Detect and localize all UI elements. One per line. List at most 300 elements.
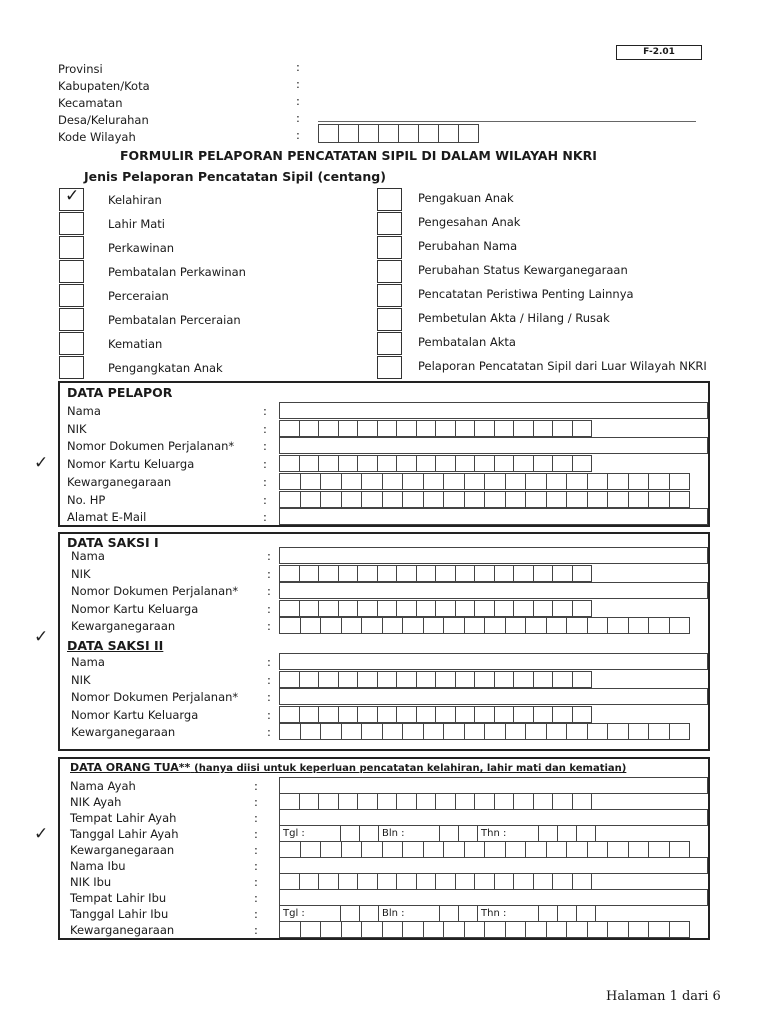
pelapor-nik-input-cell[interactable] (435, 420, 456, 437)
saksi1-nik-input-cell[interactable] (318, 565, 339, 582)
orangtua-kewarganegaraan-input-cell[interactable] (402, 921, 424, 938)
pelapor-nik-input-cell[interactable] (494, 420, 515, 437)
pelapor-kewarganegaraan-input-cell[interactable] (464, 473, 486, 490)
orangtua-nik-input[interactable] (279, 793, 591, 810)
saksi2-kewarganegaraan-input-cell[interactable] (423, 723, 445, 740)
checkbox-perubahan-nama[interactable] (377, 236, 402, 259)
checkbox-pembatalan-perkawinan[interactable] (59, 260, 84, 283)
pelapor-kewarganegaraan-input-cell[interactable] (300, 473, 322, 490)
saksi1-nik-input-cell[interactable] (513, 565, 534, 582)
saksi2-nik-input-cell[interactable] (338, 671, 359, 688)
pelapor-nik-input-cell[interactable] (494, 455, 515, 472)
checkbox-pengakuan-anak[interactable] (377, 188, 402, 211)
saksi1-nik-input-cell[interactable] (494, 600, 515, 617)
date-cell[interactable] (458, 905, 478, 922)
orangtua-kewarganegaraan-input-cell[interactable] (402, 841, 424, 858)
saksi2-kewarganegaraan-input-cell[interactable] (628, 723, 650, 740)
pelapor-kewarganegaraan-input-cell[interactable] (484, 473, 506, 490)
pelapor-kewarganegaraan-input-cell[interactable] (279, 473, 301, 490)
date-cell[interactable] (557, 825, 577, 842)
saksi2-nik-input-cell[interactable] (513, 671, 534, 688)
saksi1-kewarganegaraan-input-cell[interactable] (669, 617, 691, 634)
saksi1-nik-input-cell[interactable] (455, 600, 476, 617)
checkbox-pembatalan-perceraian[interactable] (59, 308, 84, 331)
saksi1-kewarganegaraan-input-cell[interactable] (546, 617, 568, 634)
pelapor-nik-input-cell[interactable] (533, 420, 554, 437)
saksi1-nik-input-cell[interactable] (494, 565, 515, 582)
orangtua-field-input[interactable] (279, 857, 708, 874)
checkbox-pembetulan-akta-hilang-rusak[interactable] (377, 308, 402, 331)
saksi2-nik-input-cell[interactable] (357, 671, 378, 688)
kode-wilayah-input[interactable] (318, 124, 478, 143)
saksi2-kewarganegaraan-input-cell[interactable] (320, 723, 342, 740)
pelapor-nik-input-cell[interactable] (533, 455, 554, 472)
checkbox-pengangkatan-anak[interactable] (59, 356, 84, 379)
pelapor-kewarganegaraan-input-cell[interactable] (587, 473, 609, 490)
saksi2-nik-input-cell[interactable] (494, 706, 515, 723)
saksi2-nik-input-cell[interactable] (435, 671, 456, 688)
checkbox-perceraian[interactable] (59, 284, 84, 307)
pelapor-nik-input-cell[interactable] (299, 455, 320, 472)
saksi1-nik-input-cell[interactable] (416, 565, 437, 582)
saksi1-field-input[interactable] (279, 547, 708, 564)
saksi1-nik-input-cell[interactable] (357, 565, 378, 582)
pelapor-hp-input-cell[interactable] (566, 491, 588, 508)
saksi1-nik-input-cell[interactable] (533, 600, 554, 617)
saksi2-kewarganegaraan-input-cell[interactable] (402, 723, 424, 740)
pelapor-nik-input-cell[interactable] (299, 420, 320, 437)
saksi1-kewarganegaraan-input-cell[interactable] (484, 617, 506, 634)
orangtua-kewarganegaraan-input-cell[interactable] (648, 841, 670, 858)
orangtua-kewarganegaraan-input-cell[interactable] (669, 841, 691, 858)
saksi1-nik-input-cell[interactable] (552, 600, 573, 617)
pelapor-nik-input-cell[interactable] (357, 455, 378, 472)
saksi2-nik-input-cell[interactable] (474, 671, 495, 688)
pelapor-kewarganegaraan-input-cell[interactable] (607, 473, 629, 490)
saksi2-nik-input-cell[interactable] (533, 706, 554, 723)
pelapor-hp-input-cell[interactable] (402, 491, 424, 508)
saksi2-kewarganegaraan-input-cell[interactable] (546, 723, 568, 740)
saksi2-kewarganegaraan-input-cell[interactable] (382, 723, 404, 740)
saksi1-nik-input-cell[interactable] (396, 565, 417, 582)
orangtua-kewarganegaraan-input-cell[interactable] (587, 921, 609, 938)
date-cell[interactable] (359, 825, 379, 842)
orangtua-kewarganegaraan-input-cell[interactable] (607, 841, 629, 858)
saksi2-nik-input-cell[interactable] (318, 671, 339, 688)
orangtua-nik-input[interactable] (279, 873, 591, 890)
orangtua-nik-input-cell[interactable] (338, 873, 359, 890)
orangtua-date-input[interactable] (279, 905, 595, 922)
pelapor-nik-input-cell[interactable] (377, 455, 398, 472)
saksi2-kewarganegaraan-input-cell[interactable] (484, 723, 506, 740)
orangtua-nik-input-cell[interactable] (416, 793, 437, 810)
pelapor-nik-input-cell[interactable] (552, 455, 573, 472)
orangtua-kewarganegaraan-input-cell[interactable] (628, 841, 650, 858)
pelapor-kewarganegaraan-input-cell[interactable] (546, 473, 568, 490)
pelapor-nik-input[interactable] (279, 455, 591, 472)
saksi2-nik-input-cell[interactable] (279, 706, 300, 723)
kode-wilayah-box[interactable] (318, 124, 339, 143)
orangtua-nik-input-cell[interactable] (416, 873, 437, 890)
checkbox-perkawinan[interactable] (59, 236, 84, 259)
orangtua-kewarganegaraan-input-cell[interactable] (341, 921, 363, 938)
orangtua-nik-input-cell[interactable] (279, 793, 300, 810)
saksi1-kewarganegaraan-input-cell[interactable] (423, 617, 445, 634)
date-cell[interactable] (359, 905, 379, 922)
saksi1-nik-input-cell[interactable] (377, 565, 398, 582)
orangtua-kewarganegaraan-input-cell[interactable] (587, 841, 609, 858)
pelapor-nik-input-cell[interactable] (338, 455, 359, 472)
pelapor-nik-input-cell[interactable] (396, 420, 417, 437)
orangtua-nik-input-cell[interactable] (455, 873, 476, 890)
saksi2-nik-input-cell[interactable] (416, 671, 437, 688)
orangtua-kewarganegaraan-input-cell[interactable] (628, 921, 650, 938)
orangtua-kewarganegaraan-input-cell[interactable] (546, 841, 568, 858)
pelapor-nik-input-cell[interactable] (357, 420, 378, 437)
pelapor-kewarganegaraan-input-cell[interactable] (566, 473, 588, 490)
orangtua-kewarganegaraan-input-cell[interactable] (546, 921, 568, 938)
pelapor-kewarganegaraan-input-cell[interactable] (443, 473, 465, 490)
saksi1-nik-input-cell[interactable] (279, 565, 300, 582)
orangtua-nik-input-cell[interactable] (299, 873, 320, 890)
kode-wilayah-box[interactable] (458, 124, 479, 143)
saksi2-nik-input-cell[interactable] (377, 706, 398, 723)
orangtua-kewarganegaraan-input-cell[interactable] (279, 921, 301, 938)
orangtua-kewarganegaraan-input-cell[interactable] (300, 841, 322, 858)
saksi1-kewarganegaraan-input-cell[interactable] (279, 617, 301, 634)
saksi2-nik-input-cell[interactable] (396, 706, 417, 723)
date-cell[interactable] (538, 825, 558, 842)
pelapor-nik-input-cell[interactable] (474, 420, 495, 437)
pelapor-hp-input[interactable] (279, 491, 689, 508)
pelapor-hp-input-cell[interactable] (361, 491, 383, 508)
saksi1-kewarganegaraan-input-cell[interactable] (382, 617, 404, 634)
orangtua-kewarganegaraan-input-cell[interactable] (320, 841, 342, 858)
checkbox-pembatalan-akta[interactable] (377, 332, 402, 355)
orangtua-kewarganegaraan-input-cell[interactable] (525, 921, 547, 938)
orangtua-field-input[interactable] (279, 809, 708, 826)
orangtua-kewarganegaraan-input-cell[interactable] (484, 841, 506, 858)
pelapor-kewarganegaraan-input-cell[interactable] (669, 473, 691, 490)
checkbox-pengesahan-anak[interactable] (377, 212, 402, 235)
saksi2-nik-input-cell[interactable] (338, 706, 359, 723)
saksi1-nik-input-cell[interactable] (279, 600, 300, 617)
orangtua-nik-input-cell[interactable] (299, 793, 320, 810)
pelapor-hp-input-cell[interactable] (382, 491, 404, 508)
orangtua-nik-input-cell[interactable] (396, 793, 417, 810)
saksi1-kewarganegaraan-input-cell[interactable] (566, 617, 588, 634)
orangtua-nik-input-cell[interactable] (455, 793, 476, 810)
saksi1-nik-input-cell[interactable] (474, 600, 495, 617)
saksi1-kewarganegaraan-input-cell[interactable] (361, 617, 383, 634)
saksi2-nik-input-cell[interactable] (299, 671, 320, 688)
pelapor-hp-input-cell[interactable] (505, 491, 527, 508)
checkbox-kematian[interactable] (59, 332, 84, 355)
orangtua-date-input[interactable] (279, 825, 595, 842)
pelapor-nik-input-cell[interactable] (474, 455, 495, 472)
saksi1-nik-input-cell[interactable] (513, 600, 534, 617)
pelapor-kewarganegaraan-input[interactable] (279, 473, 689, 490)
orangtua-nik-input-cell[interactable] (318, 793, 339, 810)
saksi1-kewarganegaraan-input-cell[interactable] (402, 617, 424, 634)
orangtua-kewarganegaraan-input-cell[interactable] (279, 841, 301, 858)
pelapor-kewarganegaraan-input-cell[interactable] (505, 473, 527, 490)
saksi1-nik-input-cell[interactable] (299, 565, 320, 582)
pelapor-field-input[interactable] (279, 437, 708, 454)
pelapor-hp-input-cell[interactable] (607, 491, 629, 508)
pelapor-nik-input-cell[interactable] (318, 420, 339, 437)
orangtua-nik-input-cell[interactable] (533, 793, 554, 810)
saksi1-nik-input-cell[interactable] (572, 600, 593, 617)
saksi2-nik-input-cell[interactable] (513, 706, 534, 723)
saksi2-nik-input-cell[interactable] (357, 706, 378, 723)
orangtua-nik-input-cell[interactable] (552, 873, 573, 890)
saksi2-nik-input-cell[interactable] (396, 671, 417, 688)
saksi1-nik-input-cell[interactable] (572, 565, 593, 582)
pelapor-hp-input-cell[interactable] (443, 491, 465, 508)
pelapor-hp-input-cell[interactable] (525, 491, 547, 508)
date-cell[interactable] (439, 825, 459, 842)
saksi2-kewarganegaraan-input-cell[interactable] (300, 723, 322, 740)
checkbox-pelaporan-pencatatan-sipil-dari-luar-wilayah-nkri[interactable] (377, 356, 402, 379)
pelapor-kewarganegaraan-input-cell[interactable] (648, 473, 670, 490)
pelapor-nik-input-cell[interactable] (318, 455, 339, 472)
checkbox-lahir-mati[interactable] (59, 212, 84, 235)
pelapor-nik-input-cell[interactable] (513, 455, 534, 472)
pelapor-nik-input-cell[interactable] (572, 420, 593, 437)
date-cell[interactable] (557, 905, 577, 922)
orangtua-kewarganegaraan-input-cell[interactable] (505, 841, 527, 858)
saksi1-nik-input-cell[interactable] (357, 600, 378, 617)
orangtua-kewarganegaraan-input-cell[interactable] (525, 841, 547, 858)
orangtua-nik-input-cell[interactable] (494, 793, 515, 810)
pelapor-nik-input-cell[interactable] (416, 455, 437, 472)
saksi1-kewarganegaraan-input-cell[interactable] (607, 617, 629, 634)
orangtua-nik-input-cell[interactable] (377, 793, 398, 810)
saksi2-nik-input-cell[interactable] (279, 671, 300, 688)
kode-wilayah-box[interactable] (398, 124, 419, 143)
pelapor-kewarganegaraan-input-cell[interactable] (341, 473, 363, 490)
orangtua-nik-input-cell[interactable] (552, 793, 573, 810)
saksi2-nik-input-cell[interactable] (494, 671, 515, 688)
pelapor-kewarganegaraan-input-cell[interactable] (361, 473, 383, 490)
orangtua-kewarganegaraan-input-cell[interactable] (423, 841, 445, 858)
pelapor-kewarganegaraan-input-cell[interactable] (382, 473, 404, 490)
saksi2-field-input[interactable] (279, 688, 708, 705)
pelapor-kewarganegaraan-input-cell[interactable] (320, 473, 342, 490)
checkbox-kelahiran[interactable] (59, 188, 84, 211)
saksi1-nik-input-cell[interactable] (396, 600, 417, 617)
orangtua-kewarganegaraan-input-cell[interactable] (443, 921, 465, 938)
kode-wilayah-box[interactable] (358, 124, 379, 143)
saksi2-nik-input-cell[interactable] (377, 671, 398, 688)
saksi1-kewarganegaraan-input[interactable] (279, 617, 689, 634)
pelapor-nik-input-cell[interactable] (513, 420, 534, 437)
date-cell[interactable] (439, 905, 459, 922)
saksi2-nik-input-cell[interactable] (455, 706, 476, 723)
saksi1-kewarganegaraan-input-cell[interactable] (505, 617, 527, 634)
pelapor-hp-input-cell[interactable] (423, 491, 445, 508)
orangtua-nik-input-cell[interactable] (435, 793, 456, 810)
pelapor-hp-input-cell[interactable] (484, 491, 506, 508)
saksi1-nik-input-cell[interactable] (455, 565, 476, 582)
pelapor-hp-input-cell[interactable] (628, 491, 650, 508)
saksi2-nik-input-cell[interactable] (474, 706, 495, 723)
orangtua-field-input[interactable] (279, 889, 708, 906)
orangtua-kewarganegaraan-input-cell[interactable] (361, 921, 383, 938)
saksi1-field-input[interactable] (279, 582, 708, 599)
orangtua-kewarganegaraan-input-cell[interactable] (648, 921, 670, 938)
orangtua-kewarganegaraan-input-cell[interactable] (443, 841, 465, 858)
pelapor-nik-input-cell[interactable] (552, 420, 573, 437)
orangtua-nik-input-cell[interactable] (435, 873, 456, 890)
pelapor-nik-input-cell[interactable] (279, 455, 300, 472)
date-cell[interactable] (576, 905, 596, 922)
pelapor-nik-input[interactable] (279, 420, 591, 437)
saksi2-kewarganegaraan-input[interactable] (279, 723, 689, 740)
saksi1-nik-input-cell[interactable] (377, 600, 398, 617)
saksi2-kewarganegaraan-input-cell[interactable] (648, 723, 670, 740)
saksi1-nik-input-cell[interactable] (416, 600, 437, 617)
saksi2-kewarganegaraan-input-cell[interactable] (443, 723, 465, 740)
orangtua-kewarganegaraan-input[interactable] (279, 921, 689, 938)
orangtua-kewarganegaraan-input-cell[interactable] (566, 921, 588, 938)
saksi2-nik-input-cell[interactable] (572, 706, 593, 723)
saksi1-kewarganegaraan-input-cell[interactable] (320, 617, 342, 634)
orangtua-nik-input-cell[interactable] (572, 793, 593, 810)
orangtua-nik-input-cell[interactable] (279, 873, 300, 890)
pelapor-hp-input-cell[interactable] (546, 491, 568, 508)
orangtua-nik-input-cell[interactable] (533, 873, 554, 890)
pelapor-nik-input-cell[interactable] (338, 420, 359, 437)
saksi1-kewarganegaraan-input-cell[interactable] (587, 617, 609, 634)
orangtua-nik-input-cell[interactable] (494, 873, 515, 890)
orangtua-kewarganegaraan-input-cell[interactable] (566, 841, 588, 858)
saksi2-nik-input[interactable] (279, 706, 591, 723)
orangtua-kewarganegaraan-input-cell[interactable] (464, 921, 486, 938)
pelapor-kewarganegaraan-input-cell[interactable] (423, 473, 445, 490)
pelapor-hp-input-cell[interactable] (669, 491, 691, 508)
orangtua-kewarganegaraan-input-cell[interactable] (300, 921, 322, 938)
checkbox-pencatatan-peristiwa-penting-lainnya[interactable] (377, 284, 402, 307)
pelapor-nik-input-cell[interactable] (435, 455, 456, 472)
orangtua-nik-input-cell[interactable] (474, 873, 495, 890)
orangtua-nik-input-cell[interactable] (318, 873, 339, 890)
pelapor-hp-input-cell[interactable] (341, 491, 363, 508)
saksi1-kewarganegaraan-input-cell[interactable] (443, 617, 465, 634)
orangtua-nik-input-cell[interactable] (474, 793, 495, 810)
saksi2-nik-input-cell[interactable] (299, 706, 320, 723)
pelapor-nik-input-cell[interactable] (279, 420, 300, 437)
saksi2-kewarganegaraan-input-cell[interactable] (525, 723, 547, 740)
saksi2-nik-input-cell[interactable] (572, 671, 593, 688)
saksi2-field-input[interactable] (279, 653, 708, 670)
pelapor-hp-input-cell[interactable] (320, 491, 342, 508)
saksi1-nik-input[interactable] (279, 600, 591, 617)
saksi1-kewarganegaraan-input-cell[interactable] (525, 617, 547, 634)
saksi1-nik-input-cell[interactable] (435, 600, 456, 617)
saksi2-kewarganegaraan-input-cell[interactable] (566, 723, 588, 740)
saksi2-kewarganegaraan-input-cell[interactable] (279, 723, 301, 740)
saksi2-nik-input[interactable] (279, 671, 591, 688)
saksi2-kewarganegaraan-input-cell[interactable] (669, 723, 691, 740)
pelapor-field-input[interactable] (279, 402, 708, 419)
pelapor-nik-input-cell[interactable] (455, 420, 476, 437)
orangtua-nik-input-cell[interactable] (513, 793, 534, 810)
orangtua-nik-input-cell[interactable] (377, 873, 398, 890)
saksi2-nik-input-cell[interactable] (435, 706, 456, 723)
saksi1-nik-input-cell[interactable] (318, 600, 339, 617)
saksi1-nik-input-cell[interactable] (435, 565, 456, 582)
pelapor-hp-input-cell[interactable] (587, 491, 609, 508)
orangtua-nik-input-cell[interactable] (513, 873, 534, 890)
kode-wilayah-box[interactable] (378, 124, 399, 143)
saksi1-nik-input-cell[interactable] (533, 565, 554, 582)
orangtua-field-input[interactable] (279, 777, 708, 794)
saksi1-nik-input[interactable] (279, 565, 591, 582)
pelapor-nik-input-cell[interactable] (455, 455, 476, 472)
checkbox-perubahan-status-kewarganegaraan[interactable] (377, 260, 402, 283)
orangtua-kewarganegaraan-input-cell[interactable] (607, 921, 629, 938)
pelapor-hp-input-cell[interactable] (648, 491, 670, 508)
orangtua-kewarganegaraan-input-cell[interactable] (505, 921, 527, 938)
saksi1-nik-input-cell[interactable] (338, 565, 359, 582)
date-cell[interactable] (340, 825, 360, 842)
orangtua-nik-input-cell[interactable] (357, 873, 378, 890)
kode-wilayah-box[interactable] (338, 124, 359, 143)
saksi2-nik-input-cell[interactable] (552, 706, 573, 723)
orangtua-kewarganegaraan-input[interactable] (279, 841, 689, 858)
orangtua-kewarganegaraan-input-cell[interactable] (341, 841, 363, 858)
saksi2-nik-input-cell[interactable] (533, 671, 554, 688)
kode-wilayah-box[interactable] (418, 124, 439, 143)
saksi1-nik-input-cell[interactable] (299, 600, 320, 617)
orangtua-nik-input-cell[interactable] (338, 793, 359, 810)
orangtua-kewarganegaraan-input-cell[interactable] (382, 841, 404, 858)
pelapor-nik-input-cell[interactable] (416, 420, 437, 437)
orangtua-kewarganegaraan-input-cell[interactable] (669, 921, 691, 938)
pelapor-nik-input-cell[interactable] (572, 455, 593, 472)
orangtua-kewarganegaraan-input-cell[interactable] (361, 841, 383, 858)
kode-wilayah-box[interactable] (438, 124, 459, 143)
saksi2-nik-input-cell[interactable] (416, 706, 437, 723)
saksi1-nik-input-cell[interactable] (552, 565, 573, 582)
saksi1-kewarganegaraan-input-cell[interactable] (628, 617, 650, 634)
saksi1-kewarganegaraan-input-cell[interactable] (341, 617, 363, 634)
orangtua-nik-input-cell[interactable] (357, 793, 378, 810)
saksi1-kewarganegaraan-input-cell[interactable] (300, 617, 322, 634)
saksi2-kewarganegaraan-input-cell[interactable] (361, 723, 383, 740)
saksi2-kewarganegaraan-input-cell[interactable] (341, 723, 363, 740)
date-cell[interactable] (576, 825, 596, 842)
saksi2-nik-input-cell[interactable] (455, 671, 476, 688)
orangtua-kewarganegaraan-input-cell[interactable] (484, 921, 506, 938)
saksi1-kewarganegaraan-input-cell[interactable] (464, 617, 486, 634)
orangtua-nik-input-cell[interactable] (396, 873, 417, 890)
orangtua-kewarganegaraan-input-cell[interactable] (320, 921, 342, 938)
pelapor-kewarganegaraan-input-cell[interactable] (628, 473, 650, 490)
saksi1-kewarganegaraan-input-cell[interactable] (648, 617, 670, 634)
pelapor-field-input[interactable] (279, 508, 708, 525)
pelapor-kewarganegaraan-input-cell[interactable] (525, 473, 547, 490)
pelapor-kewarganegaraan-input-cell[interactable] (402, 473, 424, 490)
orangtua-kewarganegaraan-input-cell[interactable] (382, 921, 404, 938)
saksi1-nik-input-cell[interactable] (338, 600, 359, 617)
orangtua-kewarganegaraan-input-cell[interactable] (464, 841, 486, 858)
orangtua-nik-input-cell[interactable] (572, 873, 593, 890)
saksi2-kewarganegaraan-input-cell[interactable] (505, 723, 527, 740)
saksi1-nik-input-cell[interactable] (474, 565, 495, 582)
